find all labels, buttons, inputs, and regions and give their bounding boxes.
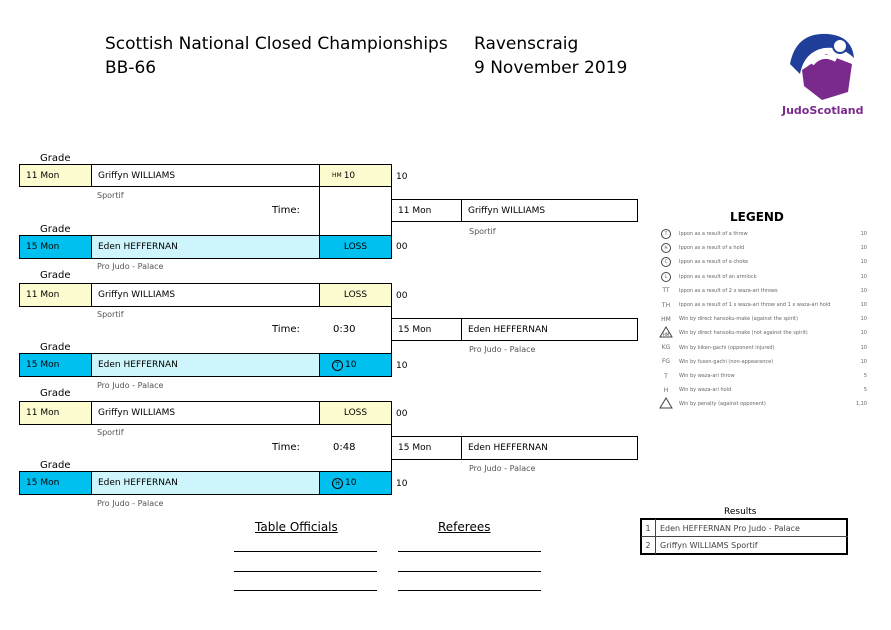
legend-desc: Ippon as a result of an armlock [679, 273, 757, 280]
winner-name: Eden HEFFERNAN [461, 436, 638, 460]
result-place: 2 [641, 537, 656, 554]
legend-desc: Ippon as a result of a hold [679, 245, 745, 252]
red-result: 10 [396, 172, 408, 182]
legend-points: 10 [860, 259, 867, 266]
red-score [319, 164, 392, 187]
blue-grade: 15 Mon [19, 235, 92, 259]
legend-points: 10 [860, 273, 867, 280]
legend-circle-icon: C [661, 257, 671, 267]
signature-line [398, 590, 541, 591]
throw-icon: T [332, 360, 343, 371]
legend-points: 10 [860, 287, 867, 294]
legend-desc: Win by kiken-gachi (opponent injured) [679, 344, 775, 351]
legend-row [657, 255, 867, 269]
legend-row [657, 369, 867, 383]
legend-desc: Win by waza-ari hold [679, 387, 732, 394]
grade-label: Grade [40, 388, 71, 399]
grade-label: Grade [40, 460, 71, 471]
legend-circle-icon: T [661, 229, 671, 239]
legend-points: 5 [863, 373, 867, 379]
legend-title: LEGEND [730, 210, 784, 224]
signature-line [234, 590, 377, 591]
grade-label: Grade [40, 153, 71, 164]
legend-code [657, 397, 675, 411]
red-name: Griffyn WILLIAMS [91, 401, 320, 425]
legend-row [657, 397, 867, 411]
winner-grade: 11 Mon [391, 199, 462, 222]
result-text: Eden HEFFERNAN Pro Judo - Palace [660, 523, 800, 533]
legend-points: 10 [860, 330, 867, 337]
legend-row [657, 326, 867, 340]
legend-code [657, 243, 675, 253]
winner-name: Griffyn WILLIAMS [461, 199, 638, 222]
red-club: Sportif [97, 310, 124, 319]
red-result: 00 [396, 409, 408, 419]
signature-line [234, 551, 377, 552]
legend-points: 10 [860, 231, 867, 237]
legend-desc: Win by penalty (against opponent) [679, 401, 766, 408]
score-value: 10 [345, 478, 357, 488]
event-title: Scottish National Closed Championships [105, 34, 448, 54]
triangle-icon [659, 397, 673, 409]
legend-row [657, 383, 867, 397]
time-label: Time: [272, 205, 300, 216]
logo-emblem-icon [782, 24, 862, 104]
signature-line [398, 551, 541, 552]
legend-row [657, 355, 867, 369]
legend-code [657, 272, 675, 282]
red-score: LOSS [319, 283, 392, 307]
blue-name: Eden HEFFERNAN [91, 471, 320, 495]
result-row [641, 536, 848, 554]
blue-grade: 15 Mon [19, 471, 92, 495]
legend-code: TH [661, 301, 671, 309]
legend-desc: Win by fusen-gachi (non-appearance) [679, 358, 774, 365]
legend-circle-icon: H [661, 243, 671, 253]
legend-points: 10 [860, 344, 867, 351]
venue-label: Ravenscraig [474, 34, 579, 54]
legend-row [657, 298, 867, 312]
blue-club: Pro Judo - Palace [97, 381, 164, 390]
blue-club: Pro Judo - Palace [97, 499, 164, 508]
table-officials-label: Table Officials [255, 520, 338, 534]
grade-label: Grade [40, 270, 71, 281]
red-name: Griffyn WILLIAMS [91, 283, 320, 307]
results-title: Results [724, 507, 757, 517]
legend-desc: Ippon as a result of a throw [679, 231, 748, 237]
legend-row [657, 270, 867, 284]
winner-club: Pro Judo - Palace [469, 345, 536, 354]
hansoku-make-icon: HM [332, 172, 342, 179]
legend-desc: Win by waza-ari throw [679, 373, 735, 379]
legend-code: FG [661, 358, 671, 366]
result-place: 1 [641, 519, 656, 537]
legend-code: KG [661, 344, 671, 352]
legend-points: 10 [860, 316, 867, 323]
winner-club: Pro Judo - Palace [469, 464, 536, 473]
legend-code: HM [661, 315, 671, 323]
signature-line [398, 571, 541, 572]
grade-label: Grade [40, 224, 71, 235]
event-date: 9 November 2019 [474, 58, 628, 78]
red-name: Griffyn WILLIAMS [91, 164, 320, 187]
red-club: Sportif [97, 428, 124, 437]
winner-club: Sportif [469, 227, 496, 236]
bout-time: 0:30 [333, 324, 356, 335]
red-grade: 11 Mon [19, 164, 92, 187]
triangle-icon [659, 326, 673, 338]
legend-circle-icon: L [661, 272, 671, 282]
winner-grade: 15 Mon [391, 318, 462, 341]
legend-points: 5 [863, 387, 867, 394]
legend-code [657, 229, 675, 239]
grade-label: Grade [40, 342, 71, 353]
legend-code [657, 326, 675, 340]
legend-points: 10 [860, 302, 867, 308]
time-label: Time: [272, 324, 300, 335]
blue-result: 00 [396, 242, 408, 252]
legend-code: HM [662, 332, 670, 338]
legend-code: H [663, 386, 669, 394]
legend-desc: Win by direct hansoku-make (against the spirit) [679, 316, 798, 323]
blue-score: LOSS [319, 235, 392, 259]
legend-desc: Ippon as a result of a choke [679, 259, 749, 266]
result-row [641, 519, 848, 537]
score-value: 10 [343, 170, 356, 181]
winner-grade: 15 Mon [391, 436, 462, 460]
hold-icon: H [332, 478, 343, 489]
legend-code: T [664, 372, 668, 380]
legend-row [657, 312, 867, 326]
blue-result: 10 [396, 361, 408, 371]
time-label: Time: [272, 442, 300, 453]
legend-points: 10 [860, 358, 867, 365]
red-score: LOSS [319, 401, 392, 425]
legend-row [657, 227, 867, 241]
signature-line [234, 571, 377, 572]
legend-desc: Ippon as a result of 1 x waza-ari throw and 1 x waza-ari hold [679, 302, 831, 308]
blue-score [319, 471, 392, 495]
category-label: BB-66 [105, 58, 157, 78]
winner-name: Eden HEFFERNAN [461, 318, 638, 341]
legend-code [657, 257, 675, 267]
blue-grade: 15 Mon [19, 353, 92, 377]
blue-name: Eden HEFFERNAN [91, 235, 320, 259]
red-grade: 11 Mon [19, 283, 92, 307]
red-club: Sportif [97, 191, 124, 200]
legend-code: TT [662, 287, 670, 295]
legend-desc: Win by direct hansoku-make (not against the spirit) [679, 330, 808, 337]
legend-row [657, 284, 867, 298]
blue-club: Pro Judo - Palace [97, 262, 164, 271]
judoscotland-logo [782, 24, 862, 118]
result-text: Griffyn WILLIAMS Sportif [660, 541, 758, 550]
legend-row [657, 241, 867, 255]
legend-desc: Ippon as a result of 2 x waza-ari throws [679, 287, 778, 294]
logo-text: JudoScotland [782, 104, 864, 117]
blue-name: Eden HEFFERNAN [91, 353, 320, 377]
blue-score [319, 353, 392, 377]
blue-result: 10 [396, 479, 408, 489]
score-value: 10 [345, 360, 357, 370]
legend-points: 1,10 [855, 401, 867, 408]
legend-row [657, 341, 867, 355]
bout-time: 0:48 [333, 442, 356, 453]
legend-points: 10 [860, 245, 867, 252]
referees-label: Referees [438, 520, 491, 534]
red-result: 00 [396, 291, 408, 301]
red-grade: 11 Mon [19, 401, 92, 425]
